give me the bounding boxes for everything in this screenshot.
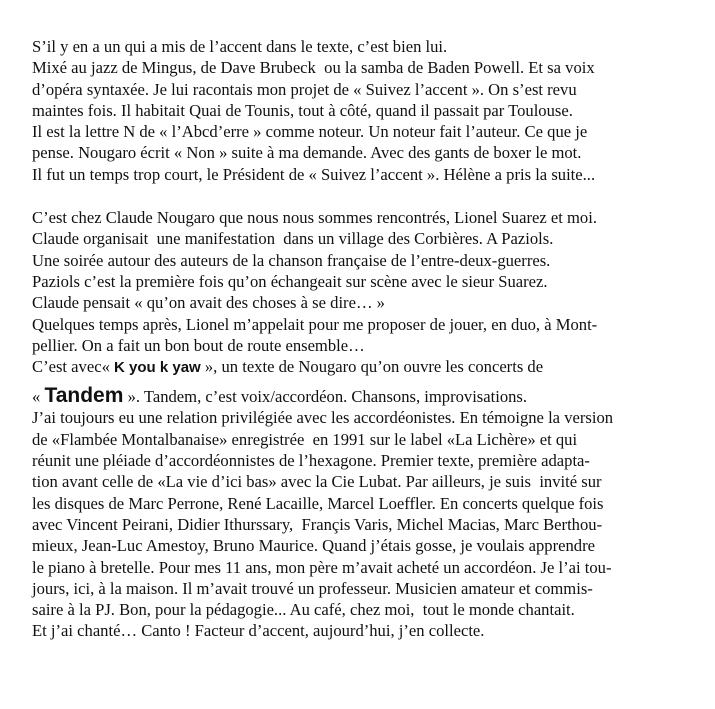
text-segment: ». Tandem, c’est voix/accordéon. Chansons, improvisations. <box>123 387 528 407</box>
text-line: pellier. On a fait un bon bout de route ensemble… <box>32 335 365 355</box>
text-line: Il est la lettre N de « l’Abcd’erre » comme noteur. Un noteur fait l’auteur. Ce que je <box>32 122 588 142</box>
text-line: Mixé au jazz de Mingus, de Dave Brubeck ou la samba de Baden Powell. Et sa voix <box>32 58 595 78</box>
text-segment: C’est avec« <box>32 357 115 377</box>
text-line: les disques de Marc Perrone, René Lacaille, Marcel Loeffler. En concerts quelque fois <box>32 493 604 513</box>
text-line: saire à la PJ. Bon, pour la pédagogie... Au café, chez moi, tout le monde chantait. <box>32 600 575 620</box>
text-line: Claude pensait « qu’on avait des choses à se dire… » <box>32 293 385 313</box>
text-line: de «Flambée Montalbanaise» enregistrée en 1991 sur le label «La Lichère» et qui <box>32 429 578 449</box>
text-line: Quelques temps après, Lionel m’appelait pour me proposer de jouer, en duo, à Mont- <box>32 314 598 334</box>
text-line: J’ai toujours eu une relation privilégiée avec les accordéonistes. En témoigne la version <box>32 408 614 428</box>
text-line: tion avant celle de «La vie d’ici bas» avec la Cie Lubat. Par ailleurs, je suis invité sur <box>32 472 602 492</box>
text-block <box>32 36 692 642</box>
text-line: Et j’ai chanté… Canto ! Facteur d’accent, aujourd’hui, j’en collecte. <box>32 621 485 641</box>
text-line: Il fut un temps trop court, le Président de « Suivez l’accent ». Hélène a pris la suite... <box>32 164 596 184</box>
text-line: avec Vincent Peirani, Didier Ithurssary, Françis Varis, Michel Macias, Marc Berthou- <box>32 514 603 534</box>
text-line: S’il y en a un qui a mis de l’accent dans le texte, c’est bien lui. <box>32 37 448 56</box>
paragraph-1 <box>32 36 692 185</box>
tandem-title: Tandem <box>44 384 124 408</box>
text-segment: « <box>32 387 45 407</box>
text-line: jours, ici, à la maison. Il m’avait trouvé un professeur. Musicien amateur et commis- <box>32 578 593 598</box>
text-line: mieux, Jean-Luc Amestoy, Bruno Maurice. Quand j’étais gosse, je voulais apprendre <box>32 536 595 556</box>
text-line: réunit une pléiade d’accordéonnistes de l’hexagone. Premier texte, première adapta- <box>32 451 590 471</box>
text-line-k-you-k-yaw <box>32 356 692 377</box>
text-line: C’est chez Claude Nougaro que nous nous sommes rencontrés, Lionel Suarez et moi. <box>32 208 597 228</box>
text-line: d’opéra syntaxée. Je lui racontais mon projet de « Suivez l’accent ». On s’est revu <box>32 79 577 99</box>
text-line: Paziols c’est la première fois qu’on échangeait sur scène avec le sieur Suarez. <box>32 271 548 291</box>
text-line-tandem <box>32 381 692 407</box>
paragraph-2 <box>32 207 692 407</box>
text-line: Claude organisait une manifestation dans un village des Corbières. A Paziols. <box>32 229 554 249</box>
paragraph-3 <box>32 407 692 641</box>
song-title-k-you-k-yaw: K you k yaw <box>114 359 201 377</box>
text-line: Une soirée autour des auteurs de la chanson française de l’entre-deux-guerres. <box>32 250 551 270</box>
text-line: le piano à bretelle. Pour mes 11 ans, mon père m’avait acheté un accordéon. Je l’ai tou- <box>32 557 612 577</box>
text-segment: », un texte de Nougaro qu’on ouvre les concerts de <box>200 357 544 377</box>
text-line: pense. Nougaro écrit « Non » suite à ma demande. Avec des gants de boxer le mot. <box>32 143 582 163</box>
text-line: maintes fois. Il habitait Quai de Tounis, tout à côté, quand il passait par Toulouse. <box>32 100 573 120</box>
paragraph-gap <box>32 185 692 207</box>
